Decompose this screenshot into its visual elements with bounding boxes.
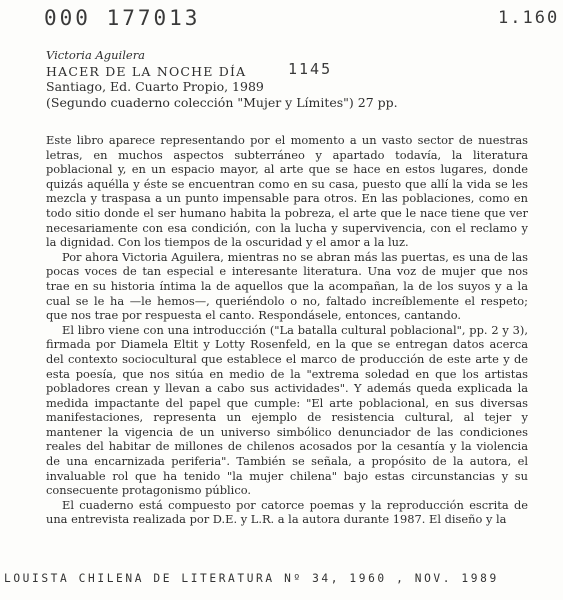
handwritten-catalog-code: 000 177013: [44, 6, 201, 30]
handwritten-page-ref: 1.160: [498, 8, 560, 28]
paragraph-4: El cuaderno está compuesto por catorce poemas y la reproducción escrita de una entrevista realizada por D.E. y L.R. a la autora durante 1987. El diseño y la: [46, 497, 528, 527]
book-publisher: Santiago, Ed. Cuarto Propio, 1989: [46, 79, 264, 94]
bibliographic-header: [46, 48, 406, 110]
review-body: [46, 133, 528, 527]
paragraph-1: Este libro aparece representando por el momento a un vasto sector de nuestras letras, en muchos aspectos subterráneo y apartado todavía, la literatura poblacional y, en un espacio mayor, al arte que se hace en estos lugares, donde quizás aquélla y éste se encuentran como en su casa, puesto que allí la vida se les mezcla y traspasa a un punto impensable para otros. En las poblaciones, como en todo sitio donde el ser humano habita la pobreza, el arte que le nace tiene que ver necesariamente con esa condición, con la lucha y supervivencia, con el reclamo y la dignidad. Con los tiempos de la oscuridad y el amor a la luz.: [46, 133, 528, 250]
paragraph-2: Por ahora Victoria Aguilera, mientras no se abran más las puertas, es una de las pocas voces de tan especial e interesante literatura. Una voz de mujer que nos trae en su historia íntima la de aquellos que la acompañan, la de los suyos y a la cual se le ha —le hemos—, queriéndolo o no, faltado increíblemente el respeto; que nos trae por respuesta el canto. Respondásele, entonces, cantando.: [46, 249, 528, 323]
paragraph-3: El libro viene con una introducción ("La batalla cultural poblacional", pp. 2 y 3), firmada por Diamela Eltit y Lotty Rosenfeld, en la que se entregan datos acerca del contexto sociocultural que establece el marco de producción de este arte y de esta poesía, que nos sitúa en medio de la "extrema soledad en que los artistas pobladores crean y llevan a cabo sus actividades". Y además queda explicada la medida impactante del papel que cumple: "El arte poblacional, en sus diversas manifestaciones, representa un ejemplo de resistencia cultural, al tejer y mantener la vigencia de un universo simbólico denunciador de las condiciones reales del habitar de millones de chilenos acosados por la cesantía y la violencia de una encarnizada periferia". También se señala, a propósito de la autora, el invaluable rol que ha tenido "la mujer chilena" bajo estas circunstancias y su consecuente protagonismo público.: [46, 322, 528, 498]
book-collection: (Segundo cuaderno colección "Mujer y Límites") 27 pp.: [46, 94, 398, 110]
handwritten-source-footer: LOUISTA CHILENA DE LITERATURA Nº 34, 1960 , NOV. 1989: [4, 572, 499, 585]
book-title: HACER DE LA NOCHE DÍA: [46, 63, 247, 79]
book-author: Victoria Aguilera: [46, 48, 146, 62]
handwritten-number: 1145: [288, 60, 333, 78]
